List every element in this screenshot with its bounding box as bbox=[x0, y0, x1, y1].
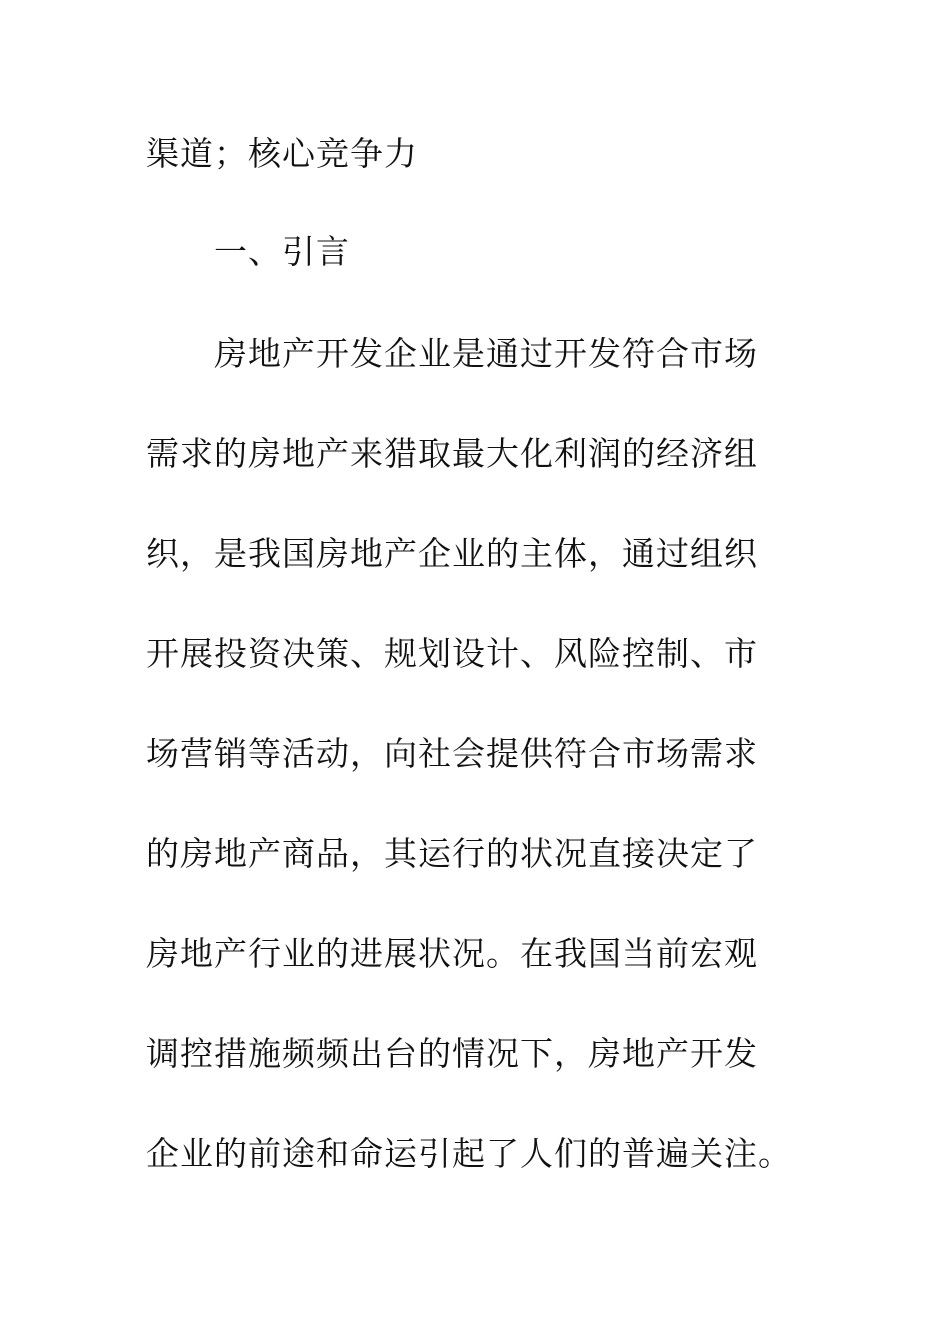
section-heading: 一、引言 bbox=[214, 232, 350, 271]
keywords-line: 渠道；核心竞争力 bbox=[146, 134, 418, 173]
paragraph-line: 的房地产商品，其运行的状况直接决定了 bbox=[146, 834, 758, 873]
paragraph-line: 开展投资决策、规划设计、风险控制、市 bbox=[146, 634, 758, 673]
paragraph-line: 房地产开发企业是通过开发符合市场 bbox=[214, 334, 758, 373]
paragraph-line: 场营销等活动，向社会提供符合市场需求 bbox=[146, 734, 758, 773]
paragraph-line: 调控措施频频出台的情况下，房地产开发 bbox=[146, 1034, 758, 1073]
paragraph-line: 房地产行业的进展状况。在我国当前宏观 bbox=[146, 934, 758, 973]
paragraph-line: 企业的前途和命运引起了人们的普遍关注。 bbox=[146, 1134, 792, 1173]
paragraph-line: 需求的房地产来猎取最大化利润的经济组 bbox=[146, 434, 758, 473]
paragraph-line: 织，是我国房地产企业的主体，通过组织 bbox=[146, 534, 758, 573]
